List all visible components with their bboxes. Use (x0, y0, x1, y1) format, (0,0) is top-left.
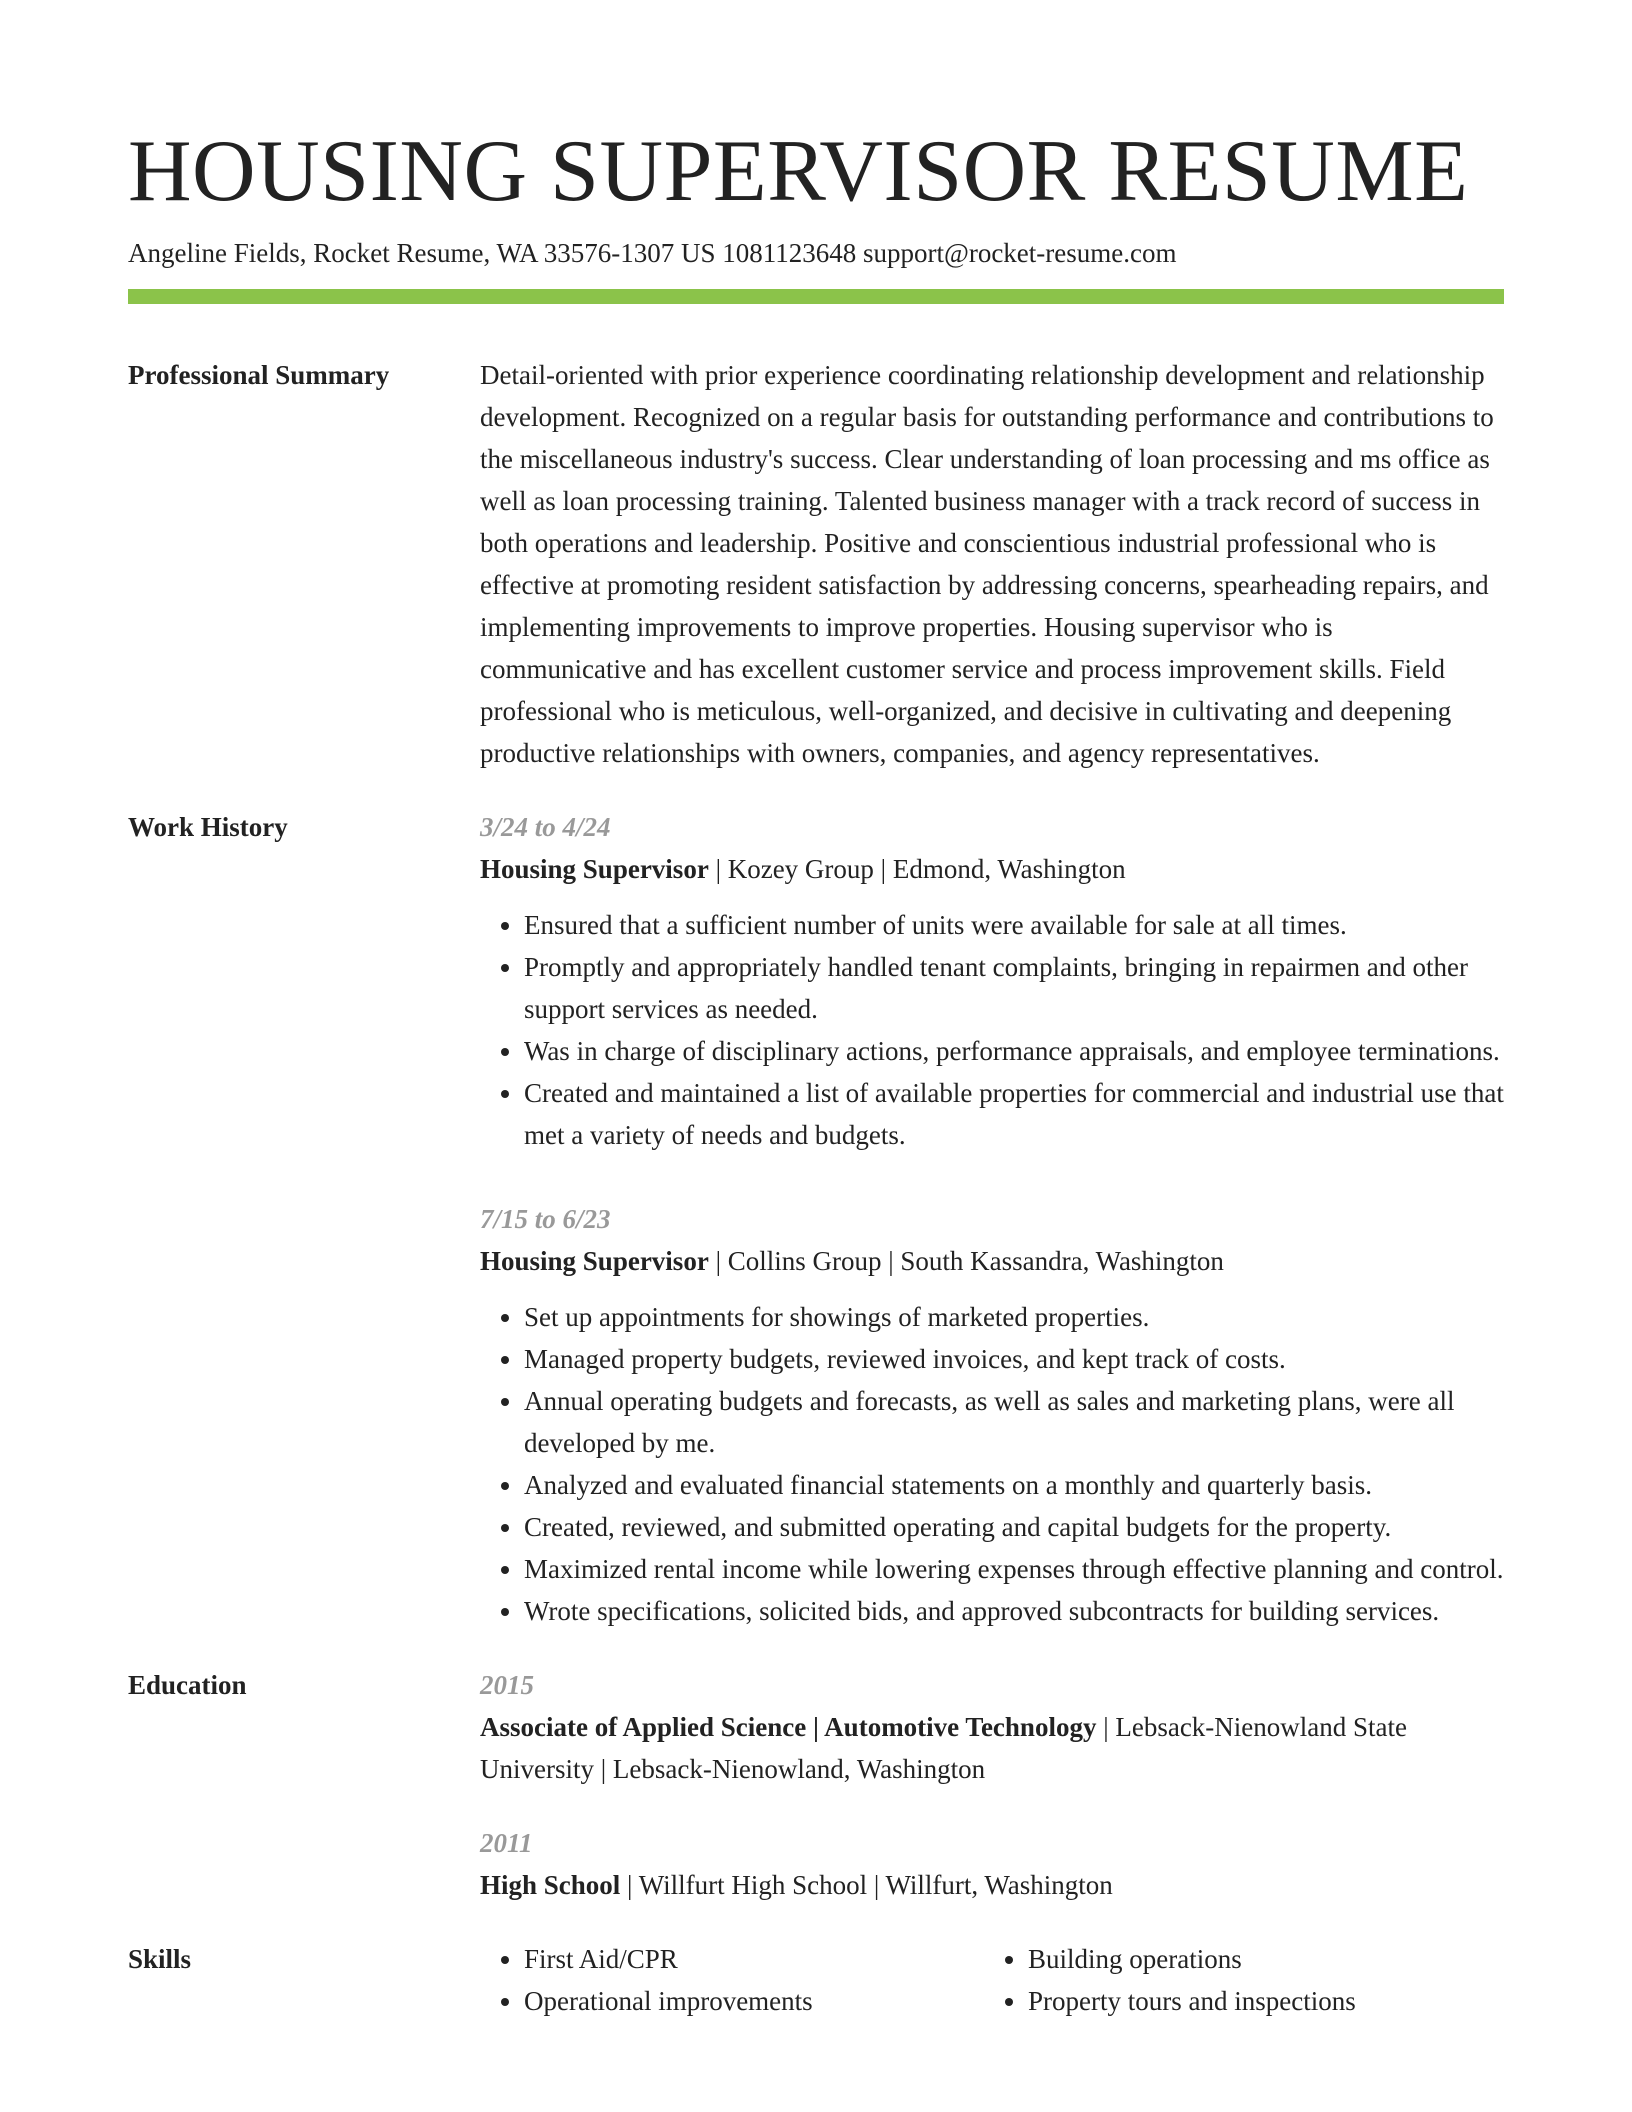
job-heading (480, 848, 1504, 890)
work-history-section (128, 806, 1504, 1632)
job-title: Housing Supervisor (480, 1246, 709, 1276)
skills-section (128, 1938, 1504, 2022)
education-degree: Associate of Applied Science | Automotive Technology (480, 1712, 1097, 1742)
education-year: 2011 (480, 1828, 533, 1858)
job-heading (480, 1240, 1504, 1282)
skill-item: • Operational improvements (524, 1980, 984, 2022)
section-label-summary: Professional Summary (128, 360, 390, 390)
job-dates: 7/15 to 6/23 (480, 1204, 611, 1234)
work-history-list (480, 806, 1504, 1632)
job-duty: • Created, reviewed, and submitted operating and capital budgets for the property. (524, 1506, 1504, 1548)
summary-text: Detail-oriented with prior experience coordinating relationship development and relationship development. Recognized on a regular basis for outstanding performance and contributions to the miscellaneous industry's success. Clear understanding of loan processing and ms office as well as loan processing training. Talented business manager with a track record of success in both operations and leadership. Positive and conscientious industrial professional who is effective at promoting resident satisfaction by addressing concerns, spearheading repairs, and implementing improvements to improve properties. Housing supervisor who is communicative and has excellent customer service and process improvement skills. Field professional who is meticulous, well-organized, and decisive in cultivating and deepening productive relationships with owners, companies, and agency representatives. (480, 360, 1494, 768)
job-duty: • Maximized rental income while lowering expenses through effective planning and control. (524, 1548, 1504, 1590)
skills-column-right (984, 1938, 1488, 2022)
job-entry (480, 806, 1504, 1156)
skill-item: • Property tours and inspections (1028, 1980, 1488, 2022)
education-school-location: | Lebsack-Nienowland State University | Lebsack-Nienowland, Washington (480, 1712, 1408, 1784)
section-label-education: Education (128, 1670, 247, 1700)
job-duty: • Annual operating budgets and forecasts, as well as sales and marketing plans, were all developed by me. (524, 1380, 1504, 1464)
job-title: Housing Supervisor (480, 854, 709, 884)
job-duty: • Was in charge of disciplinary actions, performance appraisals, and employee terminations. (524, 1030, 1504, 1072)
education-heading (480, 1706, 1504, 1790)
job-duty: • Created and maintained a list of available properties for commercial and industrial use that met a variety of needs and budgets. (524, 1072, 1504, 1156)
job-duty: • Promptly and appropriately handled tenant complaints, bringing in repairmen and other support services as needed. (524, 946, 1504, 1030)
job-company-location: | Collins Group | South Kassandra, Washington (708, 1246, 1224, 1276)
job-duty: • Wrote specifications, solicited bids, and approved subcontracts for building services. (524, 1590, 1504, 1632)
section-label-skills: Skills (128, 1944, 192, 1974)
job-company-location: | Kozey Group | Edmond, Washington (708, 854, 1126, 884)
job-duty: • Managed property budgets, reviewed invoices, and kept track of costs. (524, 1338, 1504, 1380)
job-entry (480, 1198, 1504, 1632)
job-duties (480, 1296, 1504, 1632)
skills-column-left (480, 1938, 984, 2022)
resume-page (128, 0, 1504, 2022)
job-duties (480, 904, 1504, 1156)
contact-line: Angeline Fields, Rocket Resume, WA 33576-1307 US 1081123648 support@rocket-resume.com (128, 238, 1177, 268)
skill-item: • Building operations (1028, 1938, 1488, 1980)
job-duty: • Set up appointments for showings of marketed properties. (524, 1296, 1504, 1338)
skill-item: • First Aid/CPR (524, 1938, 984, 1980)
education-year: 2015 (480, 1670, 534, 1700)
job-duty: • Ensured that a sufficient number of units were available for sale at all times. (524, 904, 1504, 946)
resume-title: HOUSING SUPERVISOR RESUME (128, 123, 1469, 220)
education-degree: High School (480, 1870, 621, 1900)
skills-columns (480, 1938, 1504, 2022)
professional-summary-section (128, 354, 1504, 774)
education-heading (480, 1864, 1504, 1906)
education-section (128, 1664, 1504, 1906)
education-list (480, 1664, 1504, 1906)
education-entry (480, 1822, 1504, 1906)
education-entry (480, 1664, 1504, 1790)
section-label-work: Work History (128, 812, 288, 842)
job-duty: • Analyzed and evaluated financial statements on a monthly and quarterly basis. (524, 1464, 1504, 1506)
job-dates: 3/24 to 4/24 (480, 812, 611, 842)
education-school-location: | Willfurt High School | Willfurt, Washington (620, 1870, 1113, 1900)
header-divider (128, 289, 1504, 304)
